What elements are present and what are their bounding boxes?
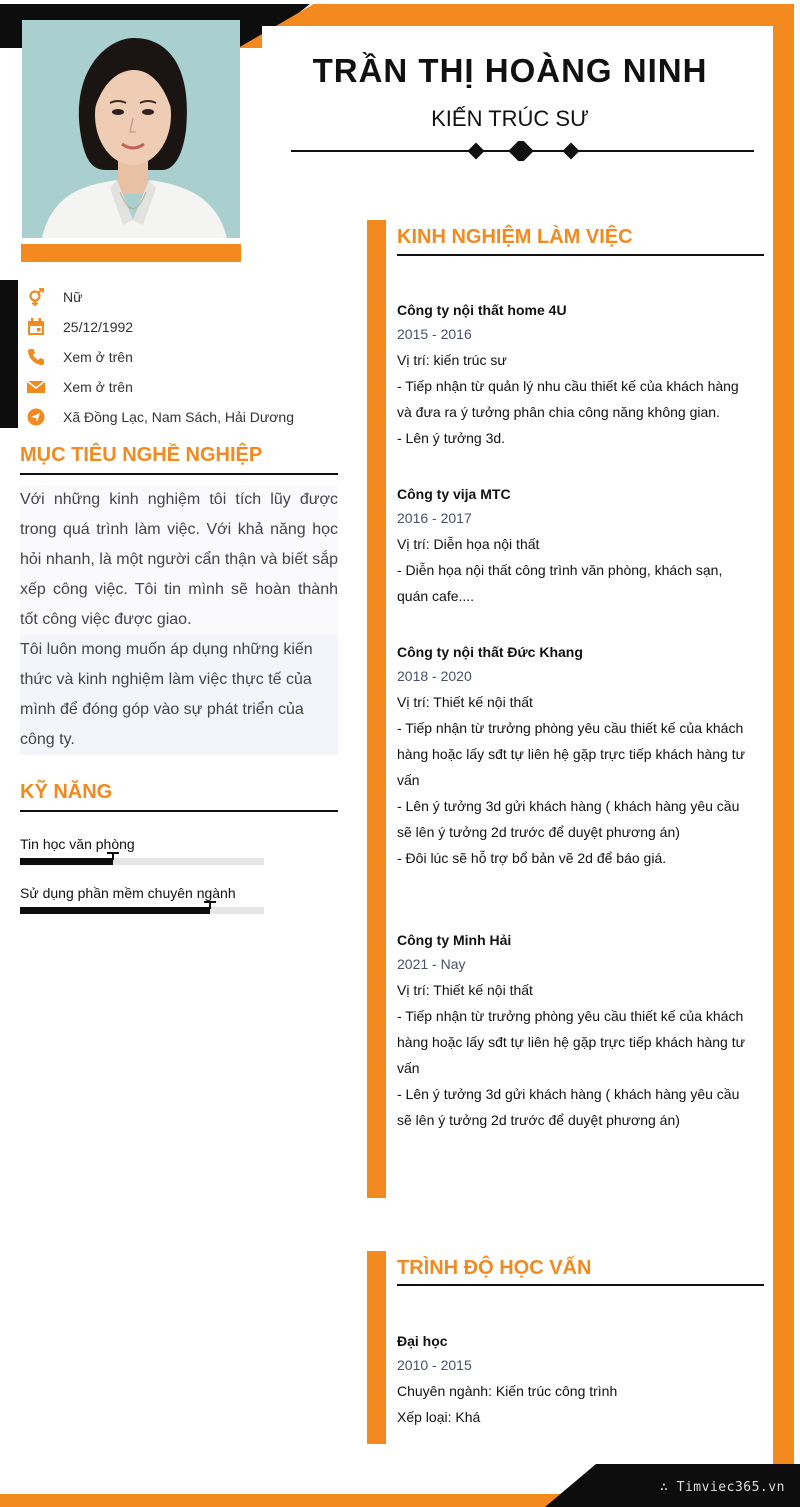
job-entry — [397, 929, 757, 1133]
phone-icon — [26, 347, 46, 367]
job-years: 2015 - 2016 — [397, 326, 472, 342]
objective-heading-line — [20, 473, 338, 475]
skills-heading: KỸ NĂNG — [20, 781, 113, 803]
skill-level-fill — [20, 858, 113, 865]
job-line: Vị trí: kiến trúc sư — [397, 352, 507, 368]
job-company: Công ty Minh Hải — [397, 932, 512, 948]
objective-heading: MỤC TIÊU NGHỀ NGHIỆP — [20, 444, 263, 466]
contact-email — [26, 372, 346, 402]
candidate-name: TRẦN THỊ HOÀNG NINH — [312, 52, 708, 89]
skills-heading-line — [20, 810, 338, 812]
skill-label: Tin học văn phòng — [20, 836, 135, 852]
objective-paragraph-2: Tôi luôn mong muốn áp dụng những kiến thức và kinh nghiệm làm việc thực tế của mình để đóng góp vào sự phát triển của công ty. — [20, 635, 338, 755]
phone-value: Xem ở trên — [63, 349, 133, 365]
experience-heading: KINH NGHIỆM LÀM VIỆC — [397, 226, 633, 248]
contact-gender — [26, 282, 346, 312]
right-orange-border — [773, 4, 794, 1507]
job-years: 2016 - 2017 — [397, 510, 472, 526]
job-years: 2021 - Nay — [397, 956, 466, 972]
objective-section — [20, 485, 338, 755]
objective-paragraph-1: Với những kinh nghiệm tôi tích lũy được trong quá trình làm việc. Với khả năng học hỏi nhanh, là một người cẩn thận và biết sắp xếp công việc. Tôi tin mình sẽ hoàn thành tốt công việc được giao. — [20, 485, 338, 635]
contact-list — [26, 282, 346, 432]
education-major: Chuyên ngành: Kiến trúc công trình — [397, 1383, 618, 1399]
job-line: hàng hoặc lấy sđt tự liên hệ gặp trực tiếp khách hàng tư — [397, 1034, 745, 1050]
skill-level-track — [20, 858, 264, 865]
experience-heading-line — [397, 254, 764, 256]
experience-accent-bar — [367, 220, 386, 1198]
education-heading: TRÌNH ĐỘ HỌC VẤN — [397, 1257, 592, 1279]
gender-icon — [26, 287, 46, 307]
job-entry — [397, 641, 757, 871]
job-line: quán cafe.... — [397, 588, 475, 604]
skill-item — [20, 885, 280, 914]
job-line: - Tiếp nhận từ quản lý nhu cầu thiết kế của khách hàng — [397, 378, 739, 394]
gender-value: Nữ — [63, 289, 83, 305]
job-company: Công ty nội thất home 4U — [397, 302, 567, 318]
job-line: - Lên ý tưởng 3d gửi khách hàng ( khách hàng yêu cầu — [397, 1086, 740, 1102]
skill-label: Sử dụng phần mềm chuyên ngành — [20, 885, 236, 901]
bottom-orange-band — [0, 1494, 600, 1507]
brand-watermark: ∴ Timviec365.vn — [660, 1480, 785, 1495]
skill-level-marker — [204, 901, 216, 903]
job-entry — [397, 299, 757, 451]
portrait-illustration — [22, 20, 240, 238]
job-company: Công ty nội thất Đức Khang — [397, 644, 583, 660]
job-title: KIẾN TRÚC SƯ — [431, 106, 589, 131]
skill-level-track — [20, 907, 264, 914]
job-line: - Diễn họa nội thất công trình văn phòng, khách sạn, — [397, 562, 723, 578]
job-company: Công ty vija MTC — [397, 486, 511, 502]
job-line: Vị trí: Thiết kế nội thất — [397, 982, 533, 998]
address-value: Xã Đồng Lạc, Nam Sách, Hải Dương — [63, 409, 294, 425]
job-line: Vị trí: Thiết kế nội thất — [397, 694, 533, 710]
education-accent-bar — [367, 1251, 386, 1444]
profile-photo — [22, 20, 240, 238]
job-line: - Lên ý tưởng 3d. — [397, 430, 506, 446]
skill-item — [20, 836, 280, 865]
education-years: 2010 - 2015 — [397, 1357, 472, 1373]
job-line: sẽ lên ý tưởng 2d trước để duyệt phương án) — [397, 824, 680, 840]
email-value: Xem ở trên — [63, 379, 133, 395]
job-entry — [397, 483, 757, 609]
contact-phone — [26, 342, 346, 372]
contact-address — [26, 402, 346, 432]
right-edge — [794, 0, 800, 1507]
email-icon — [26, 377, 46, 397]
job-years: 2018 - 2020 — [397, 668, 472, 684]
job-line: - Tiếp nhận từ trưởng phòng yêu cầu thiết kế của khách — [397, 720, 744, 736]
job-line: vấn — [397, 772, 420, 788]
location-icon — [26, 407, 46, 427]
photo-underline-bar — [21, 244, 241, 262]
education-entry — [397, 1330, 757, 1430]
birthday-value: 25/12/1992 — [63, 319, 134, 335]
job-line: - Tiếp nhận từ trưởng phòng yêu cầu thiết kế của khách — [397, 1008, 744, 1024]
education-grade: Xếp loại: Khá — [397, 1409, 481, 1425]
job-line: Vị trí: Diễn họa nội thất — [397, 536, 540, 552]
calendar-icon — [26, 317, 46, 337]
title-divider — [291, 141, 754, 161]
skill-level-marker — [107, 852, 119, 854]
education-heading-line — [397, 1284, 764, 1286]
education-level: Đại học — [397, 1333, 448, 1349]
contact-birthday — [26, 312, 346, 342]
job-line: vấn — [397, 1060, 420, 1076]
left-black-tab — [0, 280, 18, 428]
job-line: - Đôi lúc sẽ hỗ trợ bổ bản vẽ 2d để báo giá. — [397, 850, 667, 866]
skill-level-fill — [20, 907, 210, 914]
job-line: - Lên ý tưởng 3d gửi khách hàng ( khách hàng yêu cầu — [397, 798, 740, 814]
job-line: và đưa ra ý tưởng phân chia công năng không gian. — [397, 404, 720, 420]
job-line: hàng hoặc lấy sđt tự liên hệ gặp trực tiếp khách hàng tư — [397, 746, 745, 762]
job-line: sẽ lên ý tưởng 2d trước để duyệt phương án) — [397, 1112, 680, 1128]
